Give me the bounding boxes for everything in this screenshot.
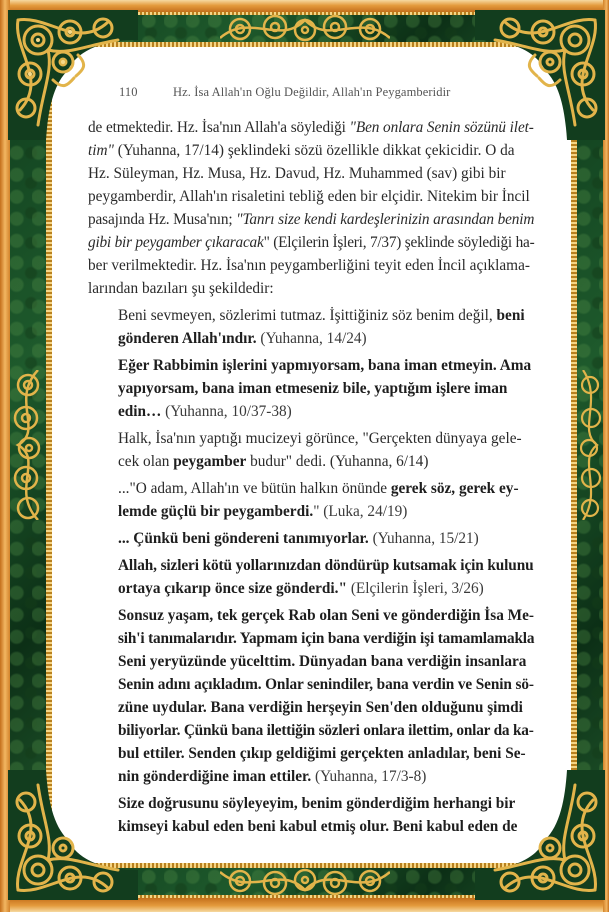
scripture-quote bbox=[118, 792, 534, 838]
emphasis-text: gönderen Allah'ındır. bbox=[118, 330, 257, 347]
text-line bbox=[118, 627, 534, 650]
text-line bbox=[88, 208, 534, 231]
text-run: " (Elçilerin İşleri, 7/37) şeklinde söylediği ha- bbox=[263, 234, 535, 251]
emphasis-text: peygamber bbox=[173, 453, 247, 470]
emphasis-text: lemde güçlü bir peygamberdi. bbox=[118, 503, 314, 520]
text-run: ber verilmektedir. Hz. İsa'nın peygamberliğini teyit eden İncil açıklama- bbox=[88, 257, 530, 274]
text-run: peygamberdir, Allah'ın risaletini tebliğ eden bir elçidir. Nitekim bir İncil bbox=[88, 188, 530, 205]
text-line bbox=[88, 254, 534, 277]
emphasis-text: sih'i tanımalarıdır. Yapmam için bana verdiğin işi tamamlamakla bbox=[118, 630, 535, 647]
emphasis-text: gerek söz, gerek ey- bbox=[390, 480, 519, 497]
text-line bbox=[118, 377, 534, 400]
text-line bbox=[118, 400, 534, 423]
emphasis-text: Senin adını açıkladım. Onlar senindiler, bana verdin ve Senin sö- bbox=[118, 676, 534, 693]
scrollwork-left-center-icon bbox=[10, 370, 46, 520]
text-line bbox=[118, 327, 534, 350]
text-line bbox=[118, 354, 534, 377]
scripture-quote bbox=[118, 554, 534, 600]
text-line bbox=[118, 527, 534, 550]
emphasis-text: ortaya çıkarıp önce size gönderdi." bbox=[118, 580, 347, 597]
running-header bbox=[119, 85, 450, 100]
emphasis-text: yapıyorsam, bana iman etmeseniz bile, yaptığım işlere iman bbox=[118, 380, 508, 397]
text-body bbox=[88, 116, 534, 840]
italic-quote: "Ben onlara Senin sözünü ilet- bbox=[349, 119, 534, 136]
text-line bbox=[118, 673, 534, 696]
text-line bbox=[88, 116, 534, 139]
emphasis-text: biliyorlar. Çünkü bana ilettiğin sözleri onlara ilettim, onlar da ka- bbox=[118, 722, 534, 739]
scripture-reference: (Yuhanna, 15/21) bbox=[368, 530, 479, 547]
text-line bbox=[88, 277, 534, 300]
scrollwork-right-center-icon bbox=[577, 370, 603, 520]
frame-outer-bottom bbox=[0, 898, 609, 912]
intro-paragraph bbox=[88, 116, 534, 300]
scripture-reference: (Yuhanna, 14/24) bbox=[256, 330, 367, 347]
text-run: pasajında Hz. Musa'nın; bbox=[88, 211, 237, 228]
text-run: larından bazıları şu şekildedir: bbox=[88, 280, 274, 297]
emphasis-text: Allah, sizleri kötü yollarınızdan döndürüp kutsamak için kulunu bbox=[118, 557, 534, 574]
text-line bbox=[118, 554, 534, 577]
text-run: Beni sevmeyen, sözlerimi tutmaz. İşittiğiniz söz benim değil, bbox=[118, 307, 497, 324]
text-line bbox=[118, 719, 534, 742]
scripture-quote bbox=[118, 477, 534, 523]
emphasis-text: kimseyi kabul eden beni kabul etmiş olur. Beni kabul eden de bbox=[118, 818, 518, 835]
italic-quote: tim" bbox=[88, 142, 114, 159]
text-line bbox=[118, 742, 534, 765]
text-run: de etmektedir. Hz. İsa'nın Allah'a söylediği bbox=[88, 119, 350, 136]
scripture-reference: (Yuhanna, 10/37-38) bbox=[161, 403, 292, 420]
scripture-quote bbox=[118, 427, 534, 473]
emphasis-text: Eğer Rabbimin işlerini yapmıyorsam, bana iman etmeyin. Ama bbox=[118, 357, 532, 374]
text-line bbox=[118, 304, 534, 327]
scripture-quote bbox=[118, 527, 534, 550]
emphasis-text: beni bbox=[496, 307, 525, 324]
scripture-quote bbox=[118, 604, 534, 788]
page-number: 110 bbox=[119, 85, 138, 99]
text-line bbox=[88, 162, 534, 185]
emphasis-text: Seni yeryüzünde yücelttim. Dünyadan bana verdiğin insanlara bbox=[118, 653, 527, 670]
text-run: Halk, İsa'nın yaptığı mucizeyi görünce, "Gerçekten dünyaya gele- bbox=[118, 430, 522, 447]
text-line bbox=[118, 427, 534, 450]
scripture-reference: (Elçilerin İşleri, 3/26) bbox=[347, 580, 484, 597]
italic-quote: "Tanrı size kendi kardeşlerinizin arasından benim bbox=[236, 211, 535, 228]
emphasis-text: nin gönderdiğine iman ettiler. bbox=[118, 768, 312, 785]
text-run: budur" dedi. (Yuhanna, 6/14) bbox=[246, 453, 429, 470]
text-line bbox=[118, 500, 534, 523]
scripture-reference: " (Luka, 24/19) bbox=[313, 503, 408, 520]
text-run: ..."O adam, Allah'ın ve bütün halkın önünde bbox=[118, 480, 391, 497]
scrollwork-top-center-icon bbox=[220, 12, 390, 46]
text-line bbox=[118, 696, 534, 719]
emphasis-text: ... Çünkü beni göndereni tanımıyorlar. bbox=[118, 530, 369, 547]
text-line bbox=[88, 231, 534, 254]
text-line bbox=[88, 139, 534, 162]
quote-list bbox=[88, 304, 534, 838]
text-line bbox=[118, 450, 534, 473]
emphasis-text: bul ettiler. Senden çıkıp geldiğimi gerçekten anladılar, beni Se- bbox=[118, 745, 526, 762]
text-run: (Yuhanna, 17/14) şeklindeki sözü özellikle dikkat çekicidir. O da bbox=[113, 142, 515, 159]
text-line bbox=[118, 650, 534, 673]
emphasis-text: edin… bbox=[118, 403, 162, 420]
running-title: Hz. İsa Allah'ın Oğlu Değildir, Allah'ın Peygamberidir bbox=[173, 85, 451, 99]
text-line bbox=[88, 185, 534, 208]
scripture-reference: (Yuhanna, 17/3-8) bbox=[311, 768, 427, 785]
scripture-quote bbox=[118, 354, 534, 423]
text-line bbox=[118, 792, 534, 815]
italic-quote: gibi bir peygamber çıkaracak bbox=[88, 234, 264, 251]
emphasis-text: Size doğrusunu söyleyeyim, benim gönderdiğim herhangi bir bbox=[118, 795, 516, 812]
emphasis-text: Sonsuz yaşam, tek gerçek Rab olan Seni ve gönderdiğin İsa Me- bbox=[118, 607, 535, 624]
text-run: Hz. Süleyman, Hz. Musa, Hz. Davud, Hz. Muhammed (sav) gibi bir bbox=[88, 165, 506, 182]
scrollwork-bottom-center-icon bbox=[220, 864, 390, 898]
text-run: cek olan bbox=[118, 453, 174, 470]
text-line bbox=[118, 604, 534, 627]
text-line bbox=[118, 477, 534, 500]
text-line bbox=[118, 765, 534, 788]
emphasis-text: züne uydular. Bana verdiğin herşeyin Sen'den olduğunu şimdi bbox=[118, 699, 523, 716]
text-line bbox=[118, 577, 534, 600]
scripture-quote bbox=[118, 304, 534, 350]
text-line bbox=[118, 815, 534, 838]
